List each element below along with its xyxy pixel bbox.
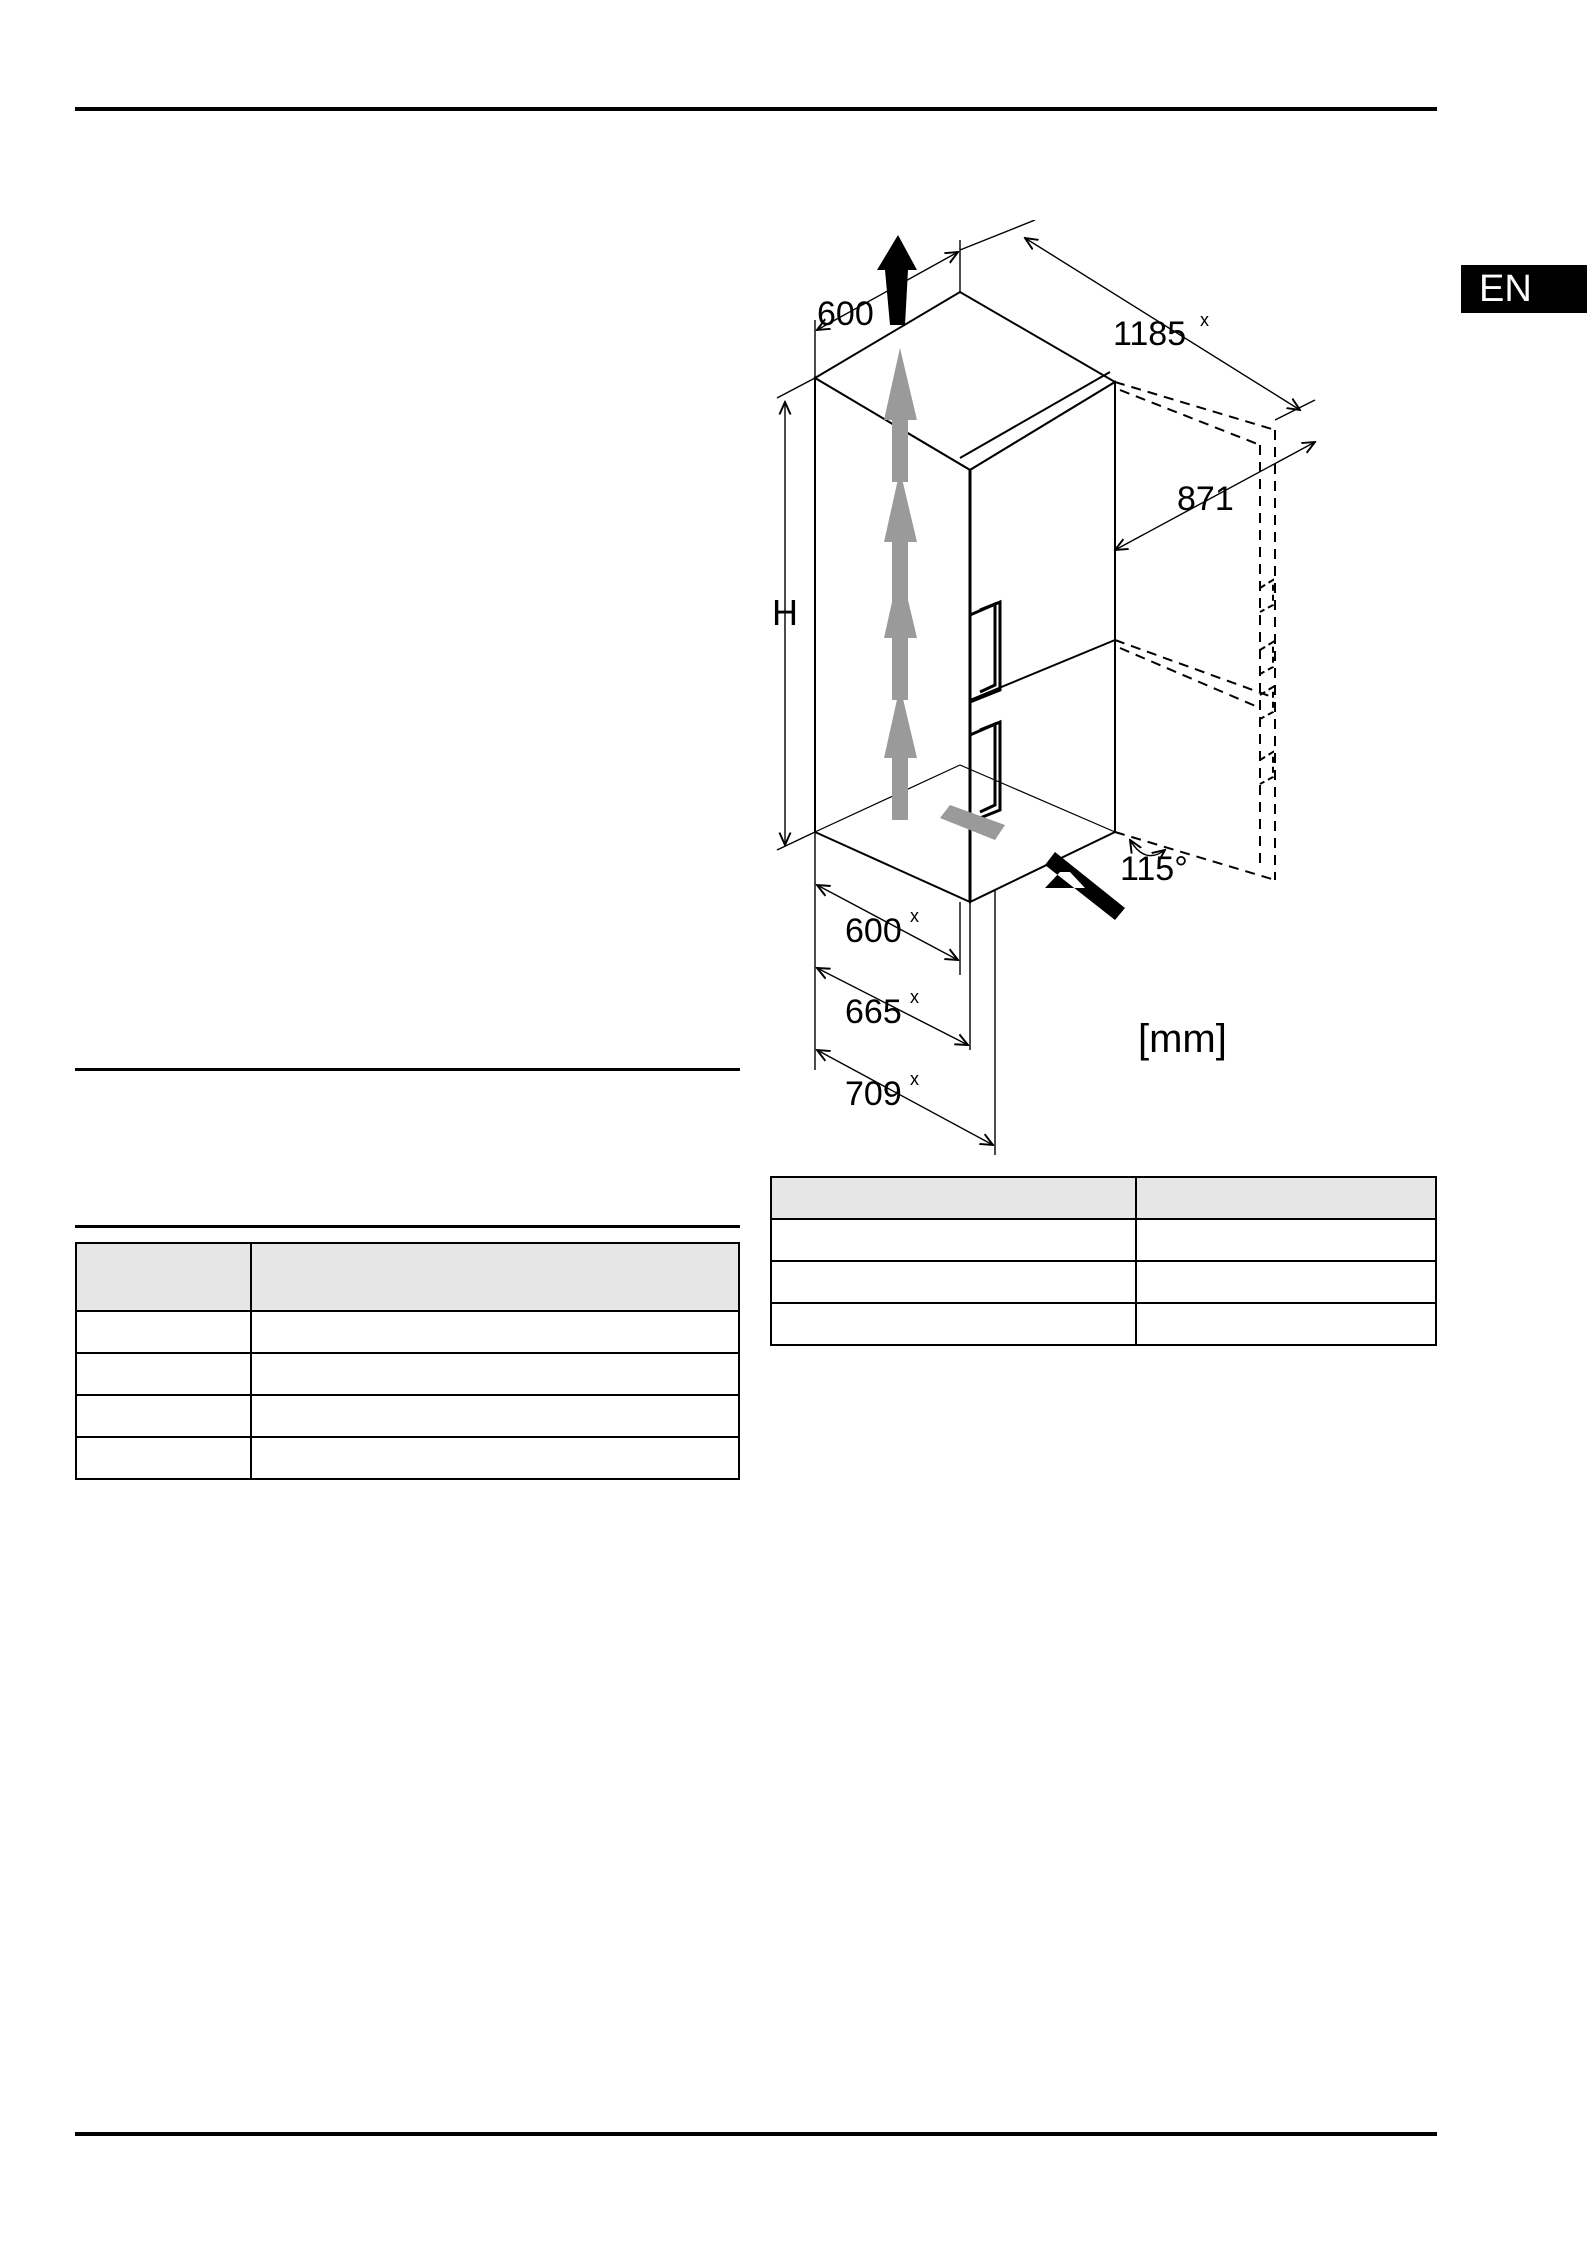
superscript-x: x bbox=[910, 987, 919, 1007]
section-rule-2 bbox=[75, 1225, 740, 1228]
table-row bbox=[76, 1437, 739, 1479]
dim-door-open-depth-label: 1185 bbox=[1113, 315, 1187, 353]
fridge-dimension-diagram bbox=[755, 220, 1335, 1160]
superscript-x: x bbox=[910, 906, 919, 926]
dim-depth-3-label: 709 bbox=[845, 1075, 902, 1113]
language-tab: EN bbox=[1461, 265, 1587, 313]
dim-door-open-width-label: 871 bbox=[1177, 480, 1234, 518]
table-header-row bbox=[76, 1243, 739, 1311]
superscript-x: x bbox=[1200, 310, 1209, 330]
table-row bbox=[76, 1395, 739, 1437]
left-table bbox=[75, 1242, 740, 1480]
door-angle-label: 115° bbox=[1120, 850, 1188, 888]
table-row bbox=[771, 1303, 1436, 1345]
dim-depth-1-label: 600 bbox=[845, 912, 902, 950]
table-row bbox=[771, 1219, 1436, 1261]
unit-label: [mm] bbox=[1138, 1017, 1227, 1061]
bottom-rule bbox=[75, 2132, 1437, 2136]
superscript-x: x bbox=[910, 1069, 919, 1089]
open-door-outline bbox=[1115, 382, 1275, 880]
top-rule bbox=[75, 107, 1437, 111]
dim-height-label: H bbox=[772, 592, 798, 633]
dim-depth-2-label: 665 bbox=[845, 993, 902, 1031]
table-header-row bbox=[771, 1177, 1436, 1219]
open-door-handles bbox=[1260, 580, 1273, 784]
right-table bbox=[770, 1176, 1437, 1346]
section-rule-1 bbox=[75, 1068, 740, 1071]
bottom-vent-arrow bbox=[1045, 852, 1125, 920]
table-row bbox=[771, 1261, 1436, 1303]
top-vent-arrow bbox=[877, 235, 917, 325]
dim-top-width-label: 600 bbox=[817, 295, 874, 333]
table-row bbox=[76, 1353, 739, 1395]
table-row bbox=[76, 1311, 739, 1353]
